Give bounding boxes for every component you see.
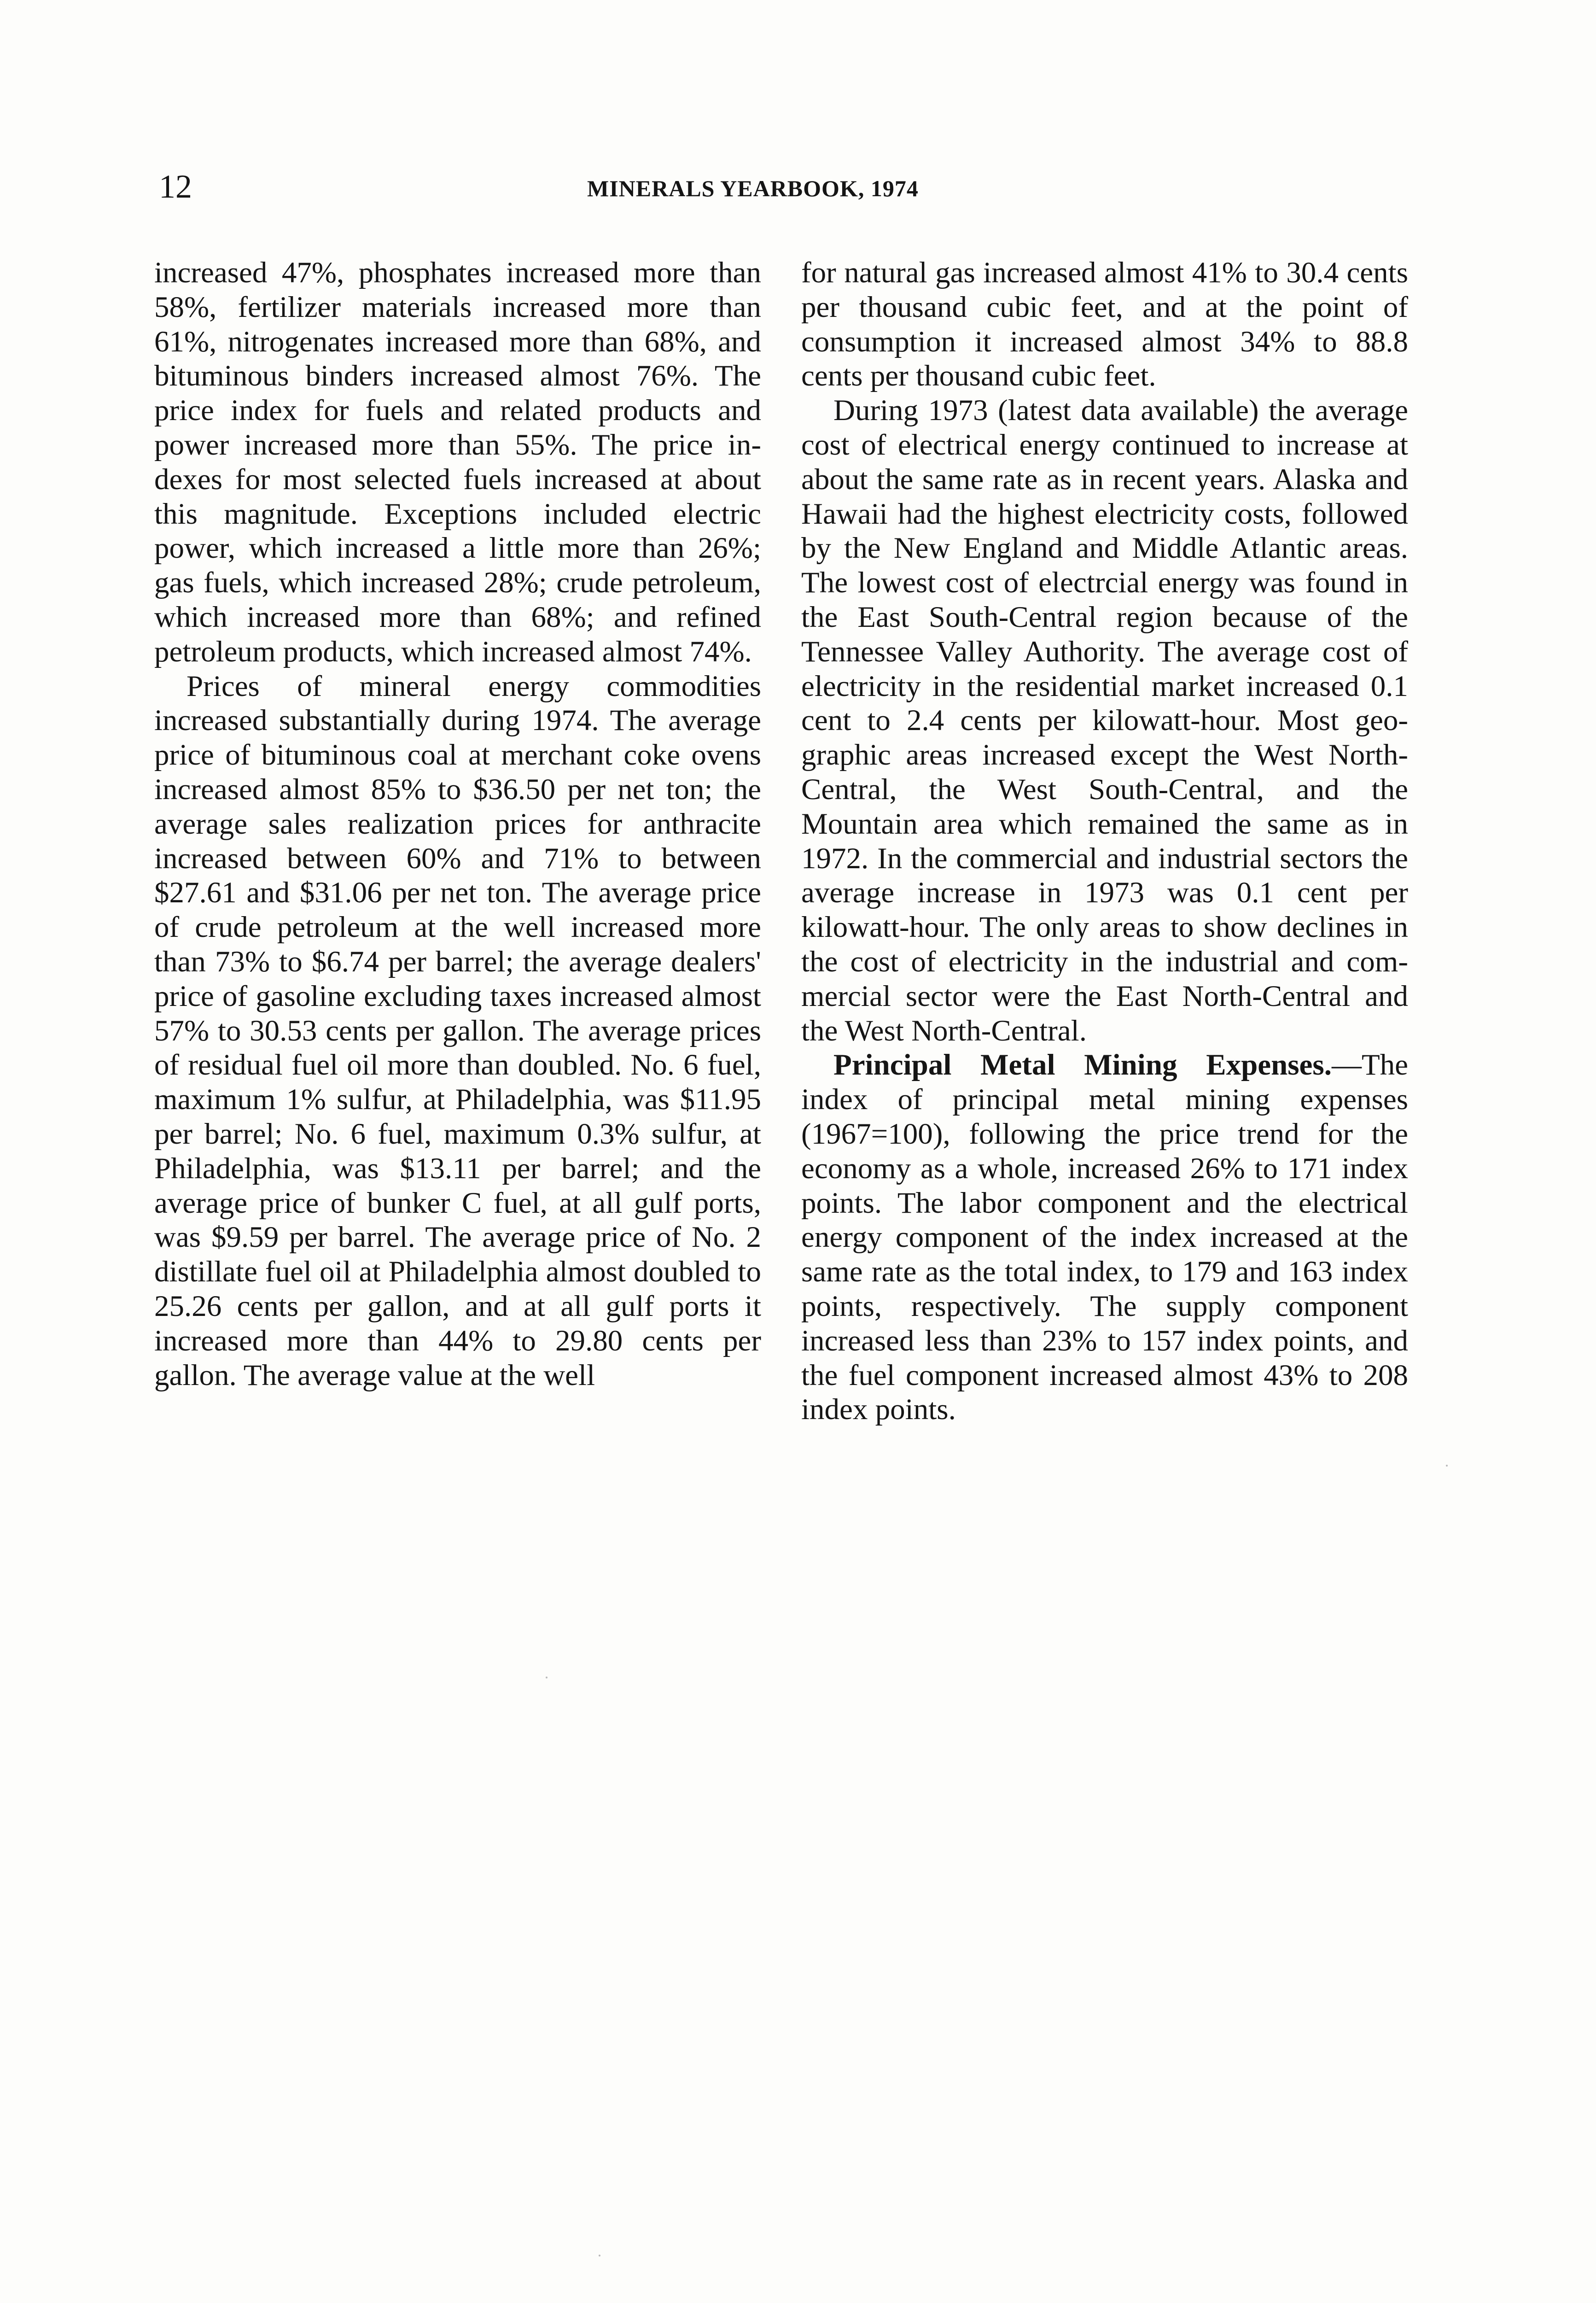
left-text-column xyxy=(154,256,761,1392)
right-text-column xyxy=(801,256,1408,1427)
paragraph-energy-prices: Prices of mineral energy commodities increased substantially during 1974. The average price of bituminous coal at merchant coke ovens increased almost 85% to $36.50 per net ton; the average sales realization prices for anthracite increased between 60% and 71% to between $27.61 and $31.06 per net ton. The average price of crude petroleum at the well increased more than 73% to $6.74 per barrel; the average dealers' price of gasoline excluding taxes increased almost 57% to 30.53 cents per gallon. The average prices of residual fuel oil more than doubled. No. 6 fuel, maximum 1% sulfur, at Philadelphia, was $11.95 per barrel; No. 6 fuel, maximum 0.3% sulfur, at Philadelphia, was $13.11 per barrel; and the average price of bunker C fuel, at all gulf ports, was $9.59 per barrel. The average price of No. 2 distillate fuel oil at Philadelphia almost doubled to 25.26 cents per gallon, and at all gulf ports it increased more than 44% to 29.80 cents per gallon. The average value at the well xyxy=(154,669,761,1392)
paragraph-continued: increased 47%, phosphates increased more than 58%, fertilizer materials increased more than 61%, nitrogenates increased more than 68%, and bituminous binders increased almost 76%. The price index for fuels and related products and power increased more than 55%. The price indexes for most selected fuels increased at about this magnitude. Exceptions included electric power, which increased a little more than 26%; gas fuels, which increased 28%; crude petroleum, which increased more than 68%; and refined petroleum products, which increased almost 74%. xyxy=(154,256,761,668)
page-header xyxy=(159,166,985,207)
paragraph-metal-mining-expenses xyxy=(801,1048,1408,1427)
section-run-in-heading: Principal Metal Mining Expenses. xyxy=(833,1048,1332,1082)
paper-speck xyxy=(1446,1465,1448,1467)
paper-speck xyxy=(599,2255,600,2256)
page-number: 12 xyxy=(159,168,192,205)
paragraph-electrical-energy: During 1973 (latest data available) the average cost of electrical energy continued to increase at about the same rate as in recent years. Alaska and Hawaii had the highest electricity costs, followed by the New England and Middle Atlantic areas. The lowest cost of electrcial energy was found in the East South-Central region because of the Tennessee Valley Authority. The average cost of electricity in the residential market increased 0.1 cent to 2.4 cents per kilowatt-hour. Most geographic areas increased except the West North-Central, the West South-Central, and the Mountain area which remained the same as in 1972. In the commercial and industrial sectors the average increase in 1973 was 0.1 cent per kilowatt-hour. The only areas to show declines in the cost of electricity in the industrial and commercial sector were the East North-Central and the West North-Central. xyxy=(801,394,1408,1047)
paper-speck xyxy=(546,1677,548,1678)
paragraph-natural-gas: for natural gas increased almost 41% to 30.4 cents per thousand cubic feet, and at the point of consumption it increased almost 34% to 88.8 cents per thousand cubic feet. xyxy=(801,256,1408,393)
running-title: MINERALS YEARBOOK, 1974 xyxy=(587,175,919,201)
section-body-text: —The index of principal metal mining expenses (1967=100), following the price trend for the economy as a whole, increased 26% to 171 index points. The labor component and the electrical energy component of the index increased at the same rate as the total index, to 179 and 163 index points, respectively. The supply component increased less than 23% to 157 index points, and the fuel component increased almost 43% to 208 index points. xyxy=(801,1048,1408,1426)
